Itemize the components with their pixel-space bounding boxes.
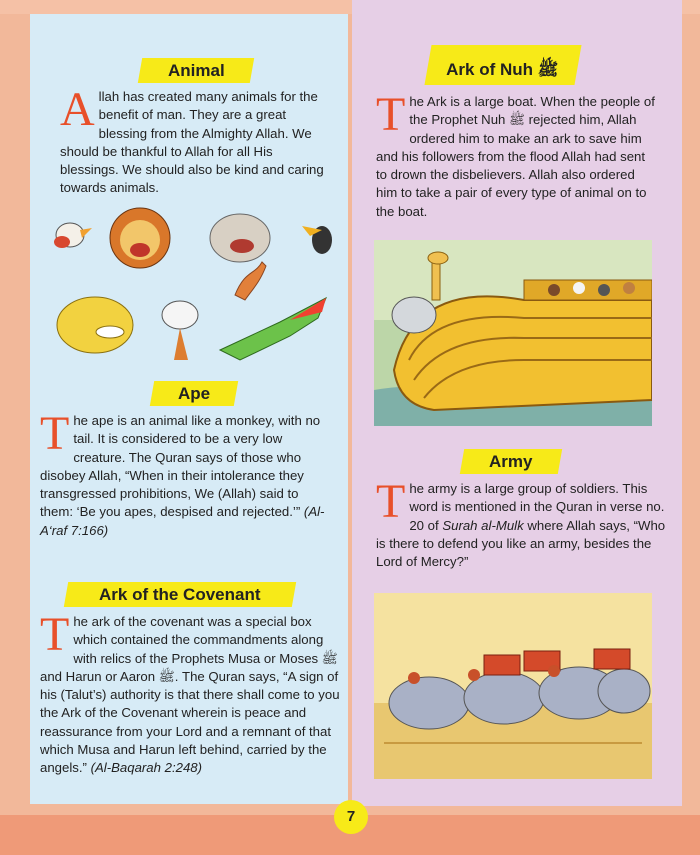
ape-reference: (Al-A‘raf 7:166): [40, 504, 325, 538]
animal-text: Allah has created many animals for the benefit of man. They are a great blessing from the Almighty Allah. We should be thankful to Allah for all His blessings. We should also be kind and caring towards animals.: [60, 83, 324, 196]
drop-cap: T: [376, 88, 406, 141]
lion-illustration: [110, 208, 170, 268]
drop-cap: T: [40, 608, 70, 661]
cat-illustration: [210, 214, 270, 262]
army-text: The army is a large group of soldiers. This word is mentioned in the Quran in verse no. 20 of Surah al-Mulk where Allah says, “Who is there to defend you like an army, besides the Lord of Mercy?”: [376, 475, 666, 570]
crocodile-illustration: [220, 298, 326, 360]
army-heading: Army: [460, 449, 562, 474]
drop-cap: A: [60, 83, 95, 136]
camel-illustration: [57, 297, 133, 353]
nuh-heading: Ark of Nuh ﷺ: [424, 45, 581, 85]
bird-illustration: [54, 223, 92, 248]
ape-text: The ape is an animal like a monkey, with no tail. It is considered to be a very low creature. The Quran says of those who disobey Allah, “When in their intolerance they transgressed prohibitions, We (Allah) said to them: ‘Be you apes, despised and rejected.’” (Al-A‘raf 7:166): [40, 407, 325, 538]
ape-heading: Ape: [150, 381, 238, 406]
toucan-illustration: [302, 226, 332, 254]
drop-cap: T: [376, 475, 406, 528]
surah-name: Surah al-Mulk: [442, 517, 524, 533]
elephant-illustration: [392, 297, 436, 333]
covenant-text: The ark of the covenant was a special box which contained the commandments along with relics of the Prophets Musa or Moses ﷺ and Harun or Aaron ﷺ. The Quran says, “A sign of his (Talut’s) authority is that there shall come to you the Ark of the Covenant wherein is peace and reassurance from your Lord and a remnant of that which Musa and Harun left behind, carried by the angels.” (Al-Baqarah 2:248): [40, 608, 340, 776]
ostrich-illustration: [162, 301, 198, 360]
nuh-text: The Ark is a large boat. When the people of the Prophet Nuh ﷺ rejected him, Allah ordered him to make an ark to save him and his followers from the flood Allah had sent to drown the disbelievers. Allah also ordered him to take a pair of every type of animal on to the boat.: [376, 88, 655, 219]
drop-cap: T: [40, 407, 70, 460]
animals-illustration: [40, 200, 340, 370]
covenant-heading: Ark of the Covenant: [64, 582, 296, 607]
page-number: 7: [334, 800, 368, 834]
ark-illustration: [374, 240, 652, 426]
animal-heading: Animal: [138, 58, 254, 83]
covenant-reference: (Al-Baqarah 2:248): [90, 760, 203, 776]
fish-bird-illustration: [235, 262, 266, 300]
army-illustration: [374, 593, 652, 779]
